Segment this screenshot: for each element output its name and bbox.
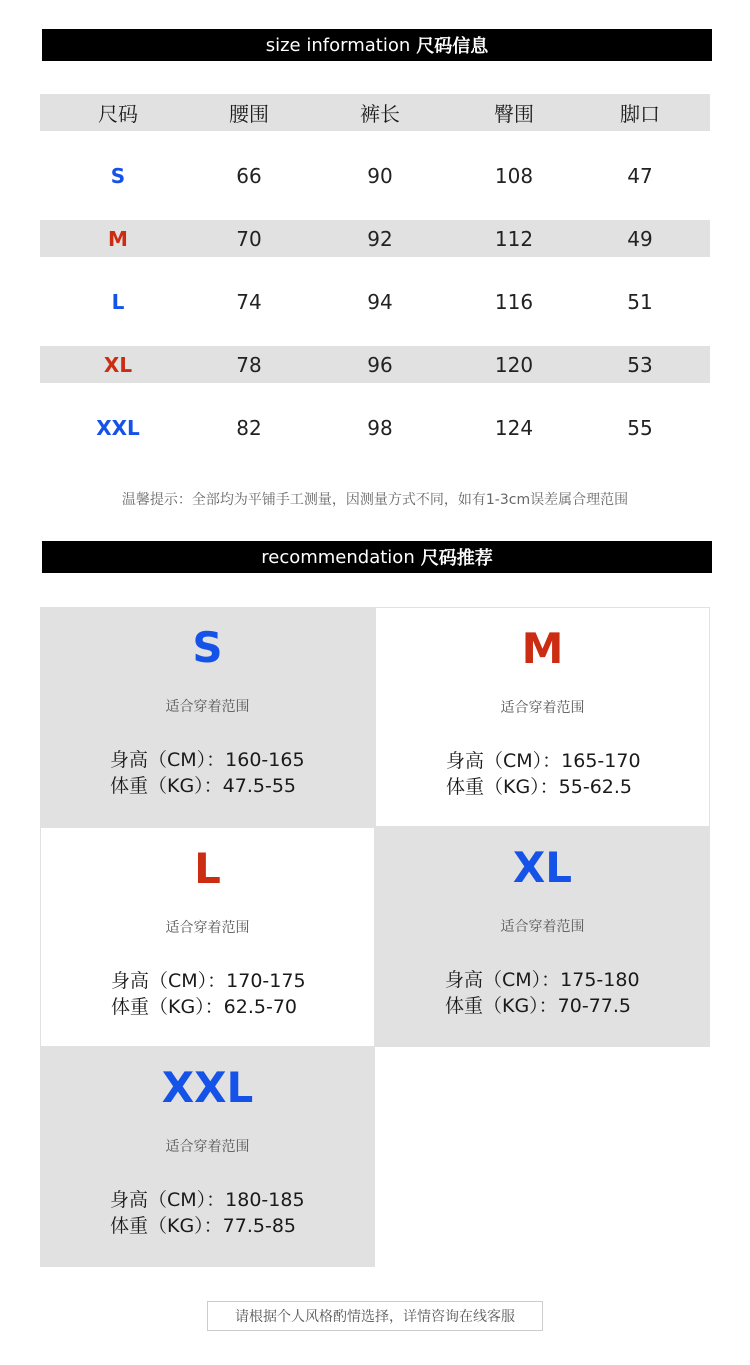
header-waist: 腰围 [229, 102, 269, 126]
size-card [40, 827, 375, 1047]
card-weight: 体重（KG）：70-77.5 [445, 995, 632, 1017]
row-waist: 74 [236, 289, 262, 314]
row-waist: 82 [236, 415, 262, 440]
card-height: 身高（CM）：160-165 [110, 749, 305, 771]
row-hem: 53 [627, 352, 653, 377]
size-card [375, 607, 710, 827]
size-card [40, 607, 375, 827]
card-range-label: 适合穿着范围 [500, 919, 585, 935]
size-card [375, 827, 710, 1047]
row-hem: 55 [627, 415, 653, 440]
recommendation-banner [42, 541, 712, 573]
row-length: 90 [367, 163, 393, 188]
recommendation-title-cn: 尺码推荐 [420, 548, 493, 569]
card-size-letter: L [194, 844, 221, 893]
row-hip: 108 [494, 163, 534, 188]
row-waist: 66 [236, 163, 262, 188]
row-length: 96 [367, 352, 393, 377]
card-size-letter: XXL [161, 1063, 254, 1112]
table-row [40, 346, 710, 383]
row-waist: 78 [236, 352, 262, 377]
card-height: 身高（CM）：165-170 [446, 750, 641, 772]
size-info-banner [42, 29, 712, 61]
card-weight: 体重（KG）：55-62.5 [446, 776, 633, 798]
card-weight: 体重（KG）：62.5-70 [111, 996, 298, 1018]
card-range-label: 适合穿着范围 [165, 699, 250, 715]
table-row [40, 409, 710, 446]
size-info-title-en: size information [265, 34, 411, 56]
row-length: 92 [367, 226, 393, 251]
row-hem: 49 [627, 226, 653, 251]
card-range-label: 适合穿着范围 [165, 920, 250, 936]
row-hem: 51 [627, 289, 653, 314]
table-row [40, 283, 710, 320]
row-hip: 120 [494, 352, 534, 377]
recommendation-title-en: recommendation [261, 546, 415, 568]
footer-tip: 请根据个人风格酌情选择，详情咨询在线客服 [207, 1301, 543, 1331]
size-card [40, 1047, 375, 1267]
measurement-note: 温馨提示：全部均为平铺手工测量，因测量方式不同，如有1-3cm误差属合理范围 [121, 492, 629, 508]
card-weight: 体重（KG）：77.5-85 [110, 1215, 297, 1237]
size-info-title-cn: 尺码信息 [416, 36, 489, 57]
card-height: 身高（CM）：180-185 [110, 1189, 305, 1211]
row-size-label: XXL [96, 415, 140, 440]
row-size-label: M [108, 226, 128, 251]
card-size-letter: M [521, 624, 564, 673]
card-size-letter: XL [512, 843, 573, 892]
row-hip: 124 [494, 415, 534, 440]
card-range-label: 适合穿着范围 [500, 700, 585, 716]
row-hem: 47 [627, 163, 653, 188]
row-size-label: L [111, 289, 125, 314]
card-height: 身高（CM）：175-180 [445, 969, 640, 991]
card-height: 身高（CM）：170-175 [111, 970, 306, 992]
header-size: 尺码 [98, 102, 138, 126]
header-length: 裤长 [360, 102, 400, 126]
row-waist: 70 [236, 226, 262, 251]
row-length: 98 [367, 415, 393, 440]
header-hip: 臀围 [494, 102, 534, 126]
size-table [40, 94, 710, 472]
card-weight: 体重（KG）：47.5-55 [110, 775, 297, 797]
row-hip: 112 [494, 226, 534, 251]
row-length: 94 [367, 289, 393, 314]
recommendation-grid [40, 607, 711, 1267]
row-hip: 116 [494, 289, 534, 314]
table-header-row [40, 94, 710, 131]
row-size-label: S [110, 163, 126, 188]
header-hem: 脚口 [620, 102, 660, 126]
card-range-label: 适合穿着范围 [165, 1139, 250, 1155]
table-row [40, 157, 710, 194]
row-size-label: XL [103, 352, 133, 377]
card-size-letter: S [192, 623, 223, 672]
table-row [40, 220, 710, 257]
